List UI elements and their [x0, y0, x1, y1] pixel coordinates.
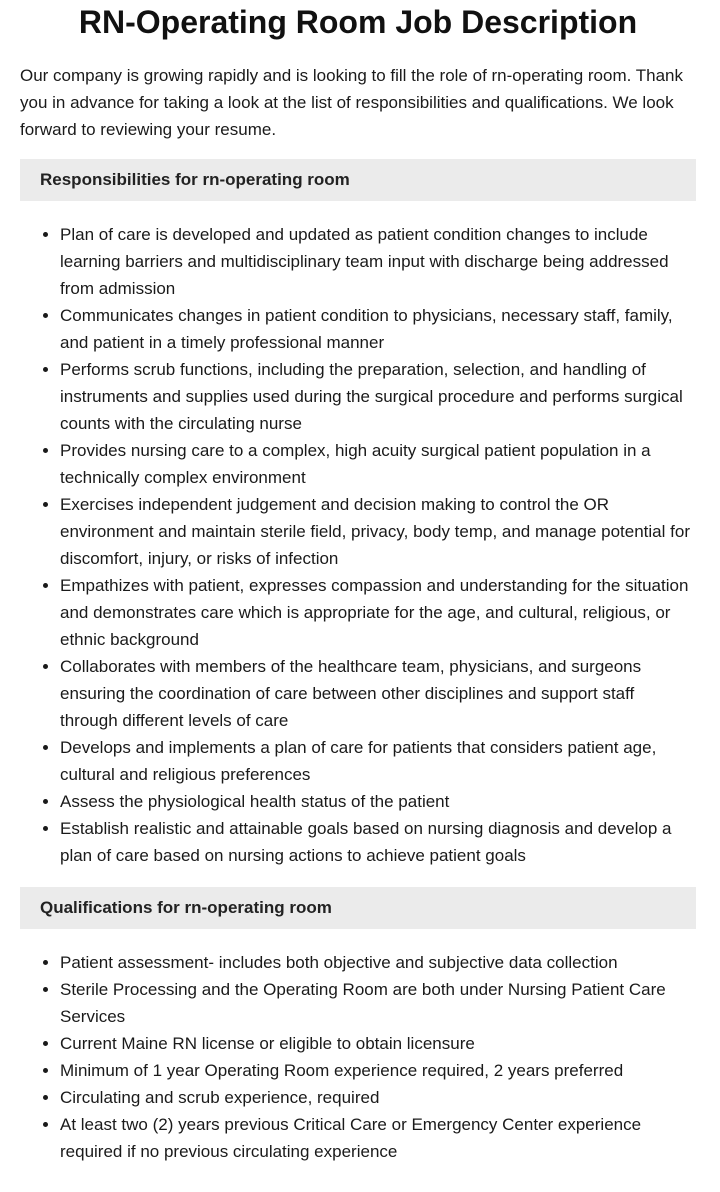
list-item: • Patient assessment- includes both objective and subjective data collection: [60, 949, 696, 976]
list-item: • Develops and implements a plan of care for patients that considers patient age, cultural and religious preferences: [60, 734, 696, 788]
page-title: RN-Operating Room Job Description: [78, 4, 638, 40]
list-item: • Current Maine RN license or eligible to obtain licensure: [60, 1030, 696, 1057]
qualifications-list: [20, 949, 696, 1165]
list-item: • Establish realistic and attainable goals based on nursing diagnosis and develop a plan of care based on nursing actions to achieve patient goals: [60, 815, 696, 869]
list-item: • Circulating and scrub experience, required: [60, 1084, 696, 1111]
intro-paragraph: Our company is growing rapidly and is looking to fill the role of rn-operating room. Thank you in advance for taking a look at the list of responsibilities and qualifications. We look forward to reviewing your resume.: [20, 66, 684, 139]
list-item: • Minimum of 1 year Operating Room experience required, 2 years preferred: [60, 1057, 696, 1084]
responsibilities-header: Responsibilities for rn-operating room: [20, 159, 696, 201]
list-item: • Communicates changes in patient condition to physicians, necessary staff, family, and patient in a timely professional manner: [60, 302, 696, 356]
list-item: • Performs scrub functions, including the preparation, selection, and handling of instruments and supplies used during the surgical procedure and performs surgical counts with the circulating nurse: [60, 356, 696, 437]
list-item: • Exercises independent judgement and decision making to control the OR environment and maintain sterile field, privacy, body temp, and manage potential for discomfort, injury, or risks of infection: [60, 491, 696, 572]
list-item: • Provides nursing care to a complex, high acuity surgical patient population in a technically complex environment: [60, 437, 696, 491]
list-item: • Empathizes with patient, expresses compassion and understanding for the situation and demonstrates care which is appropriate for the age, and cultural, religious, or ethnic background: [60, 572, 696, 653]
list-item: • Plan of care is developed and updated as patient condition changes to include learning barriers and multidisciplinary team input with discharge being addressed from admission: [60, 221, 696, 302]
list-item: • Sterile Processing and the Operating Room are both under Nursing Patient Care Services: [60, 976, 696, 1030]
list-item: • Collaborates with members of the healthcare team, physicians, and surgeons ensuring the coordination of care between other disciplines and support staff through different levels of care: [60, 653, 696, 734]
qualifications-header: Qualifications for rn-operating room: [20, 887, 696, 929]
responsibilities-list: [20, 221, 696, 869]
list-item: • At least two (2) years previous Critical Care or Emergency Center experience required if no previous circulating experience: [60, 1111, 696, 1165]
list-item: • Assess the physiological health status of the patient: [60, 788, 696, 815]
